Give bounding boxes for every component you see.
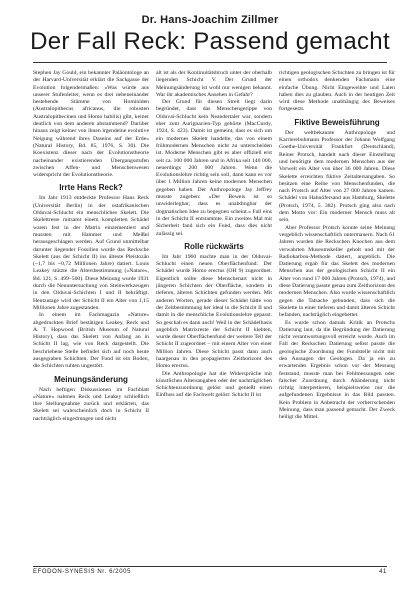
paragraph: Der Grund für diesen Streit liegt darin begründet, dass das Menschengerippe von Olduvai-Schlucht kein Neandertaler war, sondern eher zum Aurignacien-Typ gehörte (MacCurdy, 1924, S. 423). Damit ist gemeint, dass es sich um ein modernes Skelett handelte, das von einem frühmodernen Menschen nicht zu unterscheiden ist. Moderne Menschen gibt es aber offiziell erst seit ca. 100 000 Jahren und in Afrika seit 140 000, neuerdings 200 000 Jahren. Wenn die Evolutionslehre richtig sein soll, dann kann es vor über 1 Million Jahren keine modernen Menschen gegeben haben. Der Anthropologe Jay Jeffrey musste zugeben: »Der Beweis ist so unwiderlegbar, dass es unabdingbar der dogmatischen Idee zu begegnen scheint.« Fall eins in der Schicht II entstammte. Ein zweites Mal mit Sicherheit fand sich ein Fund, dass dies nicht zulässig sei. — [156, 99, 272, 237]
text-column-3 — [279, 70, 395, 560]
paragraph: Es wurde schon damals Kritik an Protschs Datierung laut, da die Begründung der Datierung nicht verantwortungsvoll erreicht wurde. Auch im Fall der Reckschen Datierung selbst passte die geologische Zuordnung der Fundstelle nicht mit den Aussagen der Geologen. Da ja ein zu erwartendes Ergebnis schon vor der Messung feststand, musste man bei Fehlmessungen oder falscher Zuordnung durch Abänderung nicht richtig interpretieren, beispielsweise nur die aufgefundenen Ergebnisse in das Bild passten. Kein Problem in Anbetracht der vorherrschenden Meinung, dass man passend gemacht. Der Zweck heiligt die Mittel. — [279, 319, 395, 421]
paragraph: Im Jahr 1960 machte man in der Olduvai-Schlucht einen neuen Oberflächenfund: Der Schädel wurde Homo erectus (OH 9) zugeordnet. Eigentlich sollte diese Menschenart nicht in jüngeren Schichten der Oberfläche, sondern in tieferen, älteren Schichten gefunden werden. Mit anderen Worten, gerade dieser Schädel hätte von der Zeitbestimmung her ideal in die Schicht II und damit in die menschliche Evolutionslehre gepasst. So geschah es dann auch! Weil in der Schädelbasis angeblich Matrixreste der Schicht II klebten, wurde dieser Oberflächenfund der weitere Teil der Schicht II zugeordnet – mit einem Alter von einer Million Jahren. Diese Schicht passt dann auch haargenau in den propagierten Zeithorizont des Homo erectus. — [156, 253, 272, 370]
page-number: 41 — [379, 569, 387, 575]
article-title: Der Fall Reck: Passend gemacht — [30, 28, 390, 55]
journal-name: EFODON-SYNESIS Nr. 6/2005 — [33, 569, 132, 575]
top-divider — [33, 62, 387, 63]
section-heading-rolle-rueckwaerts: Rolle rückwärts — [184, 241, 244, 251]
paragraph: Im Jahr 1913 entdeckte Professor Hans Reck (Universität Berlin) in der ostafrikanischen Olduvai-Schlucht ein menschliches Skelett. Die Skelettreste mitsamt einem kompletten Schädel waren fest in der Matrix einzementiert und mussten mit Hammer und Meißel herausgeschlagen werden. Auf Grund unmittelbar darunter liegender Fossilien wurde das Recksche Skelett (aus der Schicht II) ins älteste Pleistozän (~1,7 bis ~0,72 Millionen Jahre) datiert. Louis Leakey stützte die Altersbestimmung (»Nature«, Bd. 121, S. 499–500). Diese Meinung wurde 1931 durch die Neuuntersuchung von Steinwerkzeugen in den Olduvai-Schichten I und II bekräftigt. Heutzutage wird der Schicht II ein Alter von 1,15 Millionen Jahre zugestanden. — [33, 195, 149, 311]
section-heading-meinungsaenderung: Meinungsänderung — [54, 374, 128, 384]
author-name: Dr. Hans-Joachim Zillmer — [141, 14, 279, 26]
page-footer — [33, 569, 387, 575]
paragraph: Der weltbekannte Anthropologe und Karrierebuhmann Professor der Johann Wolfgang Goethe-Universität Frankfurt (Deutschland), Reiner Protsch, handelt nach dieser Einstellung und benötigte dem modernen Menschen aus der Vorwelt ein Alter von über 36 000 Jahren. Diese Skelette erreichten fiktive Zeitaltersangaben. So besitzen eine Reihe von Menschenfunden, die nach Protsch auf Alter von 27 000 Jahren kamen. Schädel von Hahnöfersand aus Hamburg, Skelette (Protsch, 1974, 5. 382). Protsch ging also nach dem Motto vor: Ein moderner Mensch muss alt sein. — [279, 129, 395, 224]
paragraph: Aber Professor Protsch konnte seine Meinung vergeblich wissenschaftlich untermauern. Nach 61 Jahren wurden die Reckschen Knochen aus dem verwahrten Museumskeller geholt und mit der Radiokarbon-Methode datiert, angeblich. Die Datierung ergab für das Skelett des modernen Menschen aus der geologischen Schicht II ein Alter von rund 17 000 Jahren (Protsch, 1974), und diese Datierung passte genau zum Zeithorizont des modernen Menschen. Also wurde wissenschaftlich gegen die Tatsache gebunden, dass sich die Skelette in einer tieferen und damit älteren Schicht befanden, nachträglich eingebettet. — [279, 224, 395, 319]
paragraph: Nach heftigen Diskussionen im Fachblatt »Nature« nahmen Reck und Leakey schließlich ihre Stellungnahme zurück und erklärten, das Skelett sei wahrscheinlich doch in Schicht II nachträglich eingedrungen und nicht — [33, 386, 149, 422]
text-column-1 — [33, 70, 149, 560]
section-heading-irrte-hans-reck: Irrte Hans Reck? — [59, 183, 123, 193]
bottom-divider — [33, 566, 387, 567]
paragraph: alt ist als der Kontinuitätsbruch unter der oberhalb liegenden Schicht V. Der Grund der Meinungsänderung ist wohl nur wenigen bekannt. War ihr akademisches Ansehen in Gefahr? — [156, 70, 272, 98]
section-heading-fiktive-beweisfuehrung: Fiktive Beweisführung — [294, 117, 380, 127]
text-column-2 — [156, 70, 272, 560]
paragraph: Die Anthropologie hat die Widersprüche mit künstlichen Altersangaben oder der nachträglichen Schichtenzuordnung gelöst und genießt einen Einfluss auf die Fachwelt gelöst: Schicht II ist — [156, 370, 272, 399]
paragraph: In einem im Fachmagazin »Nature« abgedruckten Brief bestätigen Leakey, Reck und A. T. Hopwood (British Museum of Natural History), dass das Skelett von Anfang an in Schicht II lag, wie von Reck dargestellt. Die beschriebene Stelle befindet sich auf noch heute ausgegraben Schichten. Der Fund ist ein Boden, die Schichten ruhten ungestört. — [33, 312, 149, 370]
paragraph: richtigen geologischen Schichten zu bringen ist für einen orthodox denkenden Fachmann eine einfache Übung. Nicht Eingeweihte und Laien haben dies zu glauben. Auch in der heutigen Zeit wird diese Methode unabhängig des Beweises fortgesetzt. — [279, 70, 395, 113]
paragraph: Stephen Jay Gould, ein bekannter Paläontologe an der Harvard-Universität erklärt die Sackgasse der Evolution folgendermaßen: »Was würde aus unserer Stufenleiter, wenn es drei nebeneinander bestehende Stämme von Hominiden (Australopithecus africanus, die robusten Australopithecinen und Homo habilis) gibt, keiner deutlich von dem anderen abstammend? Darüber hinaus zeigt keiner von ihnen irgendeine evolutive Neigung während ihres Daseins auf der Erde« (Natural History, Bd. 85, 1976, S. 30). Die Koexistenz dieser nach der Evolutionstheorie nacheinander existierenden Übergangsstufen zwischen Affen- und Menschenwesen widerspricht der Evolutionstheorie. — [33, 70, 149, 179]
